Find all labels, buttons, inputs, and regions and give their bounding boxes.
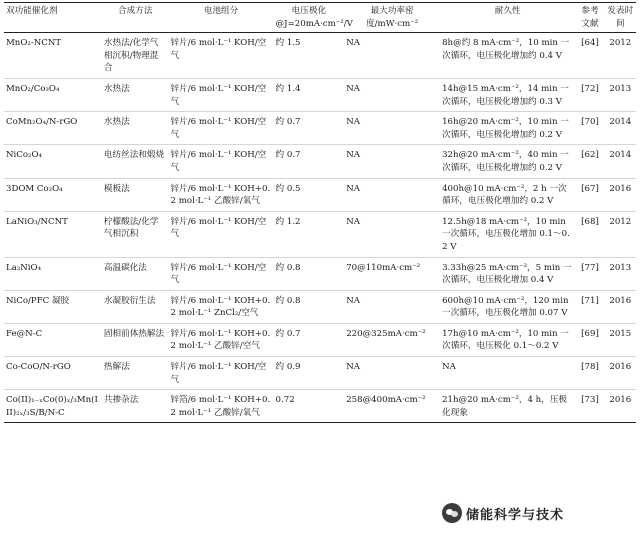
cell-power: 220@325mA·cm⁻²	[344, 323, 440, 356]
header-year: 发表时间	[605, 3, 636, 33]
cell-catalyst: LaNiO₃/NCNT	[4, 211, 102, 257]
cell-battery: 锌片/6 mol·L⁻¹ KOH+0.2 mol·L⁻¹ 乙酸锌/氧气	[169, 178, 274, 211]
table-row	[4, 211, 636, 257]
header-catalyst: 双功能催化剂	[4, 3, 102, 33]
cell-voltage: 约 1.2	[274, 211, 345, 257]
catalyst-comparison-table	[4, 2, 636, 423]
table-row	[4, 178, 636, 211]
cell-catalyst: Co(II)₁₋ₓCo(0)ₓ/₃Mn(III)₂ₓ/₃S/B/N-C	[4, 390, 102, 423]
cell-battery: 锌片/6 mol·L⁻¹ KOH+0.2 mol·L⁻¹ 乙酸锌/空气	[169, 323, 274, 356]
cell-reference: [72]	[575, 78, 604, 111]
cell-durability: 32h@20 mA·cm⁻²，40 min 一次循环，电压极化增加约 0.2 V	[440, 145, 575, 178]
cell-reference: [69]	[575, 323, 604, 356]
cell-power: NA	[344, 78, 440, 111]
cell-catalyst: 3DOM Co₃O₄	[4, 178, 102, 211]
cell-voltage: 约 0.8	[274, 290, 345, 323]
table-row	[4, 112, 636, 145]
cell-voltage: 约 0.5	[274, 178, 345, 211]
cell-method: 高温碳化法	[102, 257, 169, 290]
cell-voltage: 约 0.7	[274, 323, 345, 356]
cell-catalyst: MnO₂/Co₃O₄	[4, 78, 102, 111]
cell-method: 热解法	[102, 357, 169, 390]
cell-battery: 锌片/6 mol·L⁻¹ KOH/空气	[169, 257, 274, 290]
table-row	[4, 145, 636, 178]
header-power: 最大功率密度/mW·cm⁻²	[344, 3, 440, 33]
cell-voltage: 约 0.8	[274, 257, 345, 290]
cell-power: 70@110mA·cm⁻²	[344, 257, 440, 290]
watermark	[440, 500, 570, 526]
cell-power: NA	[344, 290, 440, 323]
table-header-row	[4, 3, 636, 33]
cell-catalyst: La₂NiO₄	[4, 257, 102, 290]
cell-voltage: 约 1.4	[274, 78, 345, 111]
cell-method: 水热法	[102, 78, 169, 111]
cell-power: NA	[344, 112, 440, 145]
cell-method: 水凝胶衍生法	[102, 290, 169, 323]
cell-reference: [78]	[575, 357, 604, 390]
cell-durability: 16h@20 mA·cm⁻²，10 min 一次循环，电压极化增加约 0.2 V	[440, 112, 575, 145]
cell-catalyst: NiCo/PFC 凝胶	[4, 290, 102, 323]
cell-year: 2014	[605, 112, 636, 145]
cell-year: 2013	[605, 78, 636, 111]
cell-catalyst: MnO₂-NCNT	[4, 33, 102, 79]
cell-battery: 锌片/6 mol·L⁻¹ KOH/空气	[169, 211, 274, 257]
cell-durability: 3.33h@25 mA·cm⁻²，5 min 一次循环，电压极化增加 0.4 V	[440, 257, 575, 290]
cell-reference: [70]	[575, 112, 604, 145]
cell-method: 水热法/化学气相沉积/物理混合	[102, 33, 169, 79]
cell-battery: 锌片/6 mol·L⁻¹ KOH/空气	[169, 357, 274, 390]
cell-reference: [64]	[575, 33, 604, 79]
cell-method: 固相前体热解法	[102, 323, 169, 356]
cell-year: 2014	[605, 145, 636, 178]
table-row	[4, 390, 636, 423]
cell-year: 2015	[605, 323, 636, 356]
cell-year: 2013	[605, 257, 636, 290]
cell-durability: NA	[440, 357, 575, 390]
table-row	[4, 357, 636, 390]
cell-year: 2012	[605, 33, 636, 79]
cell-method: 模板法	[102, 178, 169, 211]
cell-method: 电纺丝法和煅烧	[102, 145, 169, 178]
cell-catalyst: Fe@N-C	[4, 323, 102, 356]
cell-power: NA	[344, 211, 440, 257]
header-battery: 电池组分	[169, 3, 274, 33]
cell-reference: [71]	[575, 290, 604, 323]
cell-year: 2016	[605, 390, 636, 423]
cell-durability: 17h@10 mA·cm⁻²，10 min 一次循环，电压极化 0.1～0.2 V	[440, 323, 575, 356]
cell-durability: 8h@约 8 mA·cm⁻²，10 min 一次循环，电压极化增加约 0.4 V	[440, 33, 575, 79]
cell-reference: [73]	[575, 390, 604, 423]
cell-battery: 锌片/6 mol·L⁻¹ KOH/空气	[169, 33, 274, 79]
header-method: 合成方法	[102, 3, 169, 33]
cell-year: 2012	[605, 211, 636, 257]
cell-battery: 锌片/6 mol·L⁻¹ KOH/空气	[169, 112, 274, 145]
cell-power: 258@400mA·cm⁻²	[344, 390, 440, 423]
table-row	[4, 257, 636, 290]
cell-method: 柠檬酸法/化学气相沉积	[102, 211, 169, 257]
cell-durability: 21h@20 mA·cm⁻²，4 h，压极化现象	[440, 390, 575, 423]
table-row	[4, 33, 636, 79]
table-row	[4, 290, 636, 323]
cell-battery: 锌片/6 mol·L⁻¹ KOH/空气	[169, 145, 274, 178]
cell-power: NA	[344, 178, 440, 211]
cell-durability: 600h@10 mA·cm⁻²，120 min 一次循环，电压极化增加 0.07 V	[440, 290, 575, 323]
cell-voltage: 约 0.7	[274, 145, 345, 178]
header-reference: 参考文献	[575, 3, 604, 33]
cell-power: NA	[344, 145, 440, 178]
table-row	[4, 323, 636, 356]
cell-reference: [67]	[575, 178, 604, 211]
cell-reference: [68]	[575, 211, 604, 257]
cell-battery: 锌片/6 mol·L⁻¹ KOH+0.2 mol·L⁻¹ ZnCl₂/空气	[169, 290, 274, 323]
cell-catalyst: Co-CoO/N-rGO	[4, 357, 102, 390]
cell-power: NA	[344, 357, 440, 390]
cell-durability: 14h@15 mA·cm⁻²，14 min 一次循环，电压极化增加约 0.3 V	[440, 78, 575, 111]
cell-reference: [62]	[575, 145, 604, 178]
header-voltage: 电压极化@J=20mA·cm⁻²/V	[274, 3, 345, 33]
cell-durability: 400h@10 mA·cm⁻²，2 h 一次循环，电压极化增加约 0.2 V	[440, 178, 575, 211]
cell-method: 水热法	[102, 112, 169, 145]
cell-durability: 12.5h@18 mA·cm⁻²，10 min 一次循环，电压极化增加 0.1～0.2 V	[440, 211, 575, 257]
wechat-icon	[442, 503, 462, 523]
table-body	[4, 33, 636, 423]
cell-voltage: 约 0.9	[274, 357, 345, 390]
cell-voltage: 约 0.7	[274, 112, 345, 145]
cell-voltage: 约 1.5	[274, 33, 345, 79]
cell-voltage: 0.72	[274, 390, 345, 423]
cell-year: 2016	[605, 290, 636, 323]
cell-catalyst: NiCo₂O₄	[4, 145, 102, 178]
cell-method: 共掺杂法	[102, 390, 169, 423]
watermark-text: 储能科学与技术	[466, 507, 565, 523]
header-durability: 耐久性	[440, 3, 575, 33]
cell-catalyst: CoMn₂O₄/N-rGO	[4, 112, 102, 145]
cell-year: 2016	[605, 357, 636, 390]
table-row	[4, 78, 636, 111]
cell-battery: 锌箔/6 mol·L⁻¹ KOH+0.2 mol·L⁻¹ 乙酸锌/氧气	[169, 390, 274, 423]
cell-power: NA	[344, 33, 440, 79]
cell-reference: [77]	[575, 257, 604, 290]
cell-battery: 锌片/6 mol·L⁻¹ KOH/空气	[169, 78, 274, 111]
cell-year: 2016	[605, 178, 636, 211]
